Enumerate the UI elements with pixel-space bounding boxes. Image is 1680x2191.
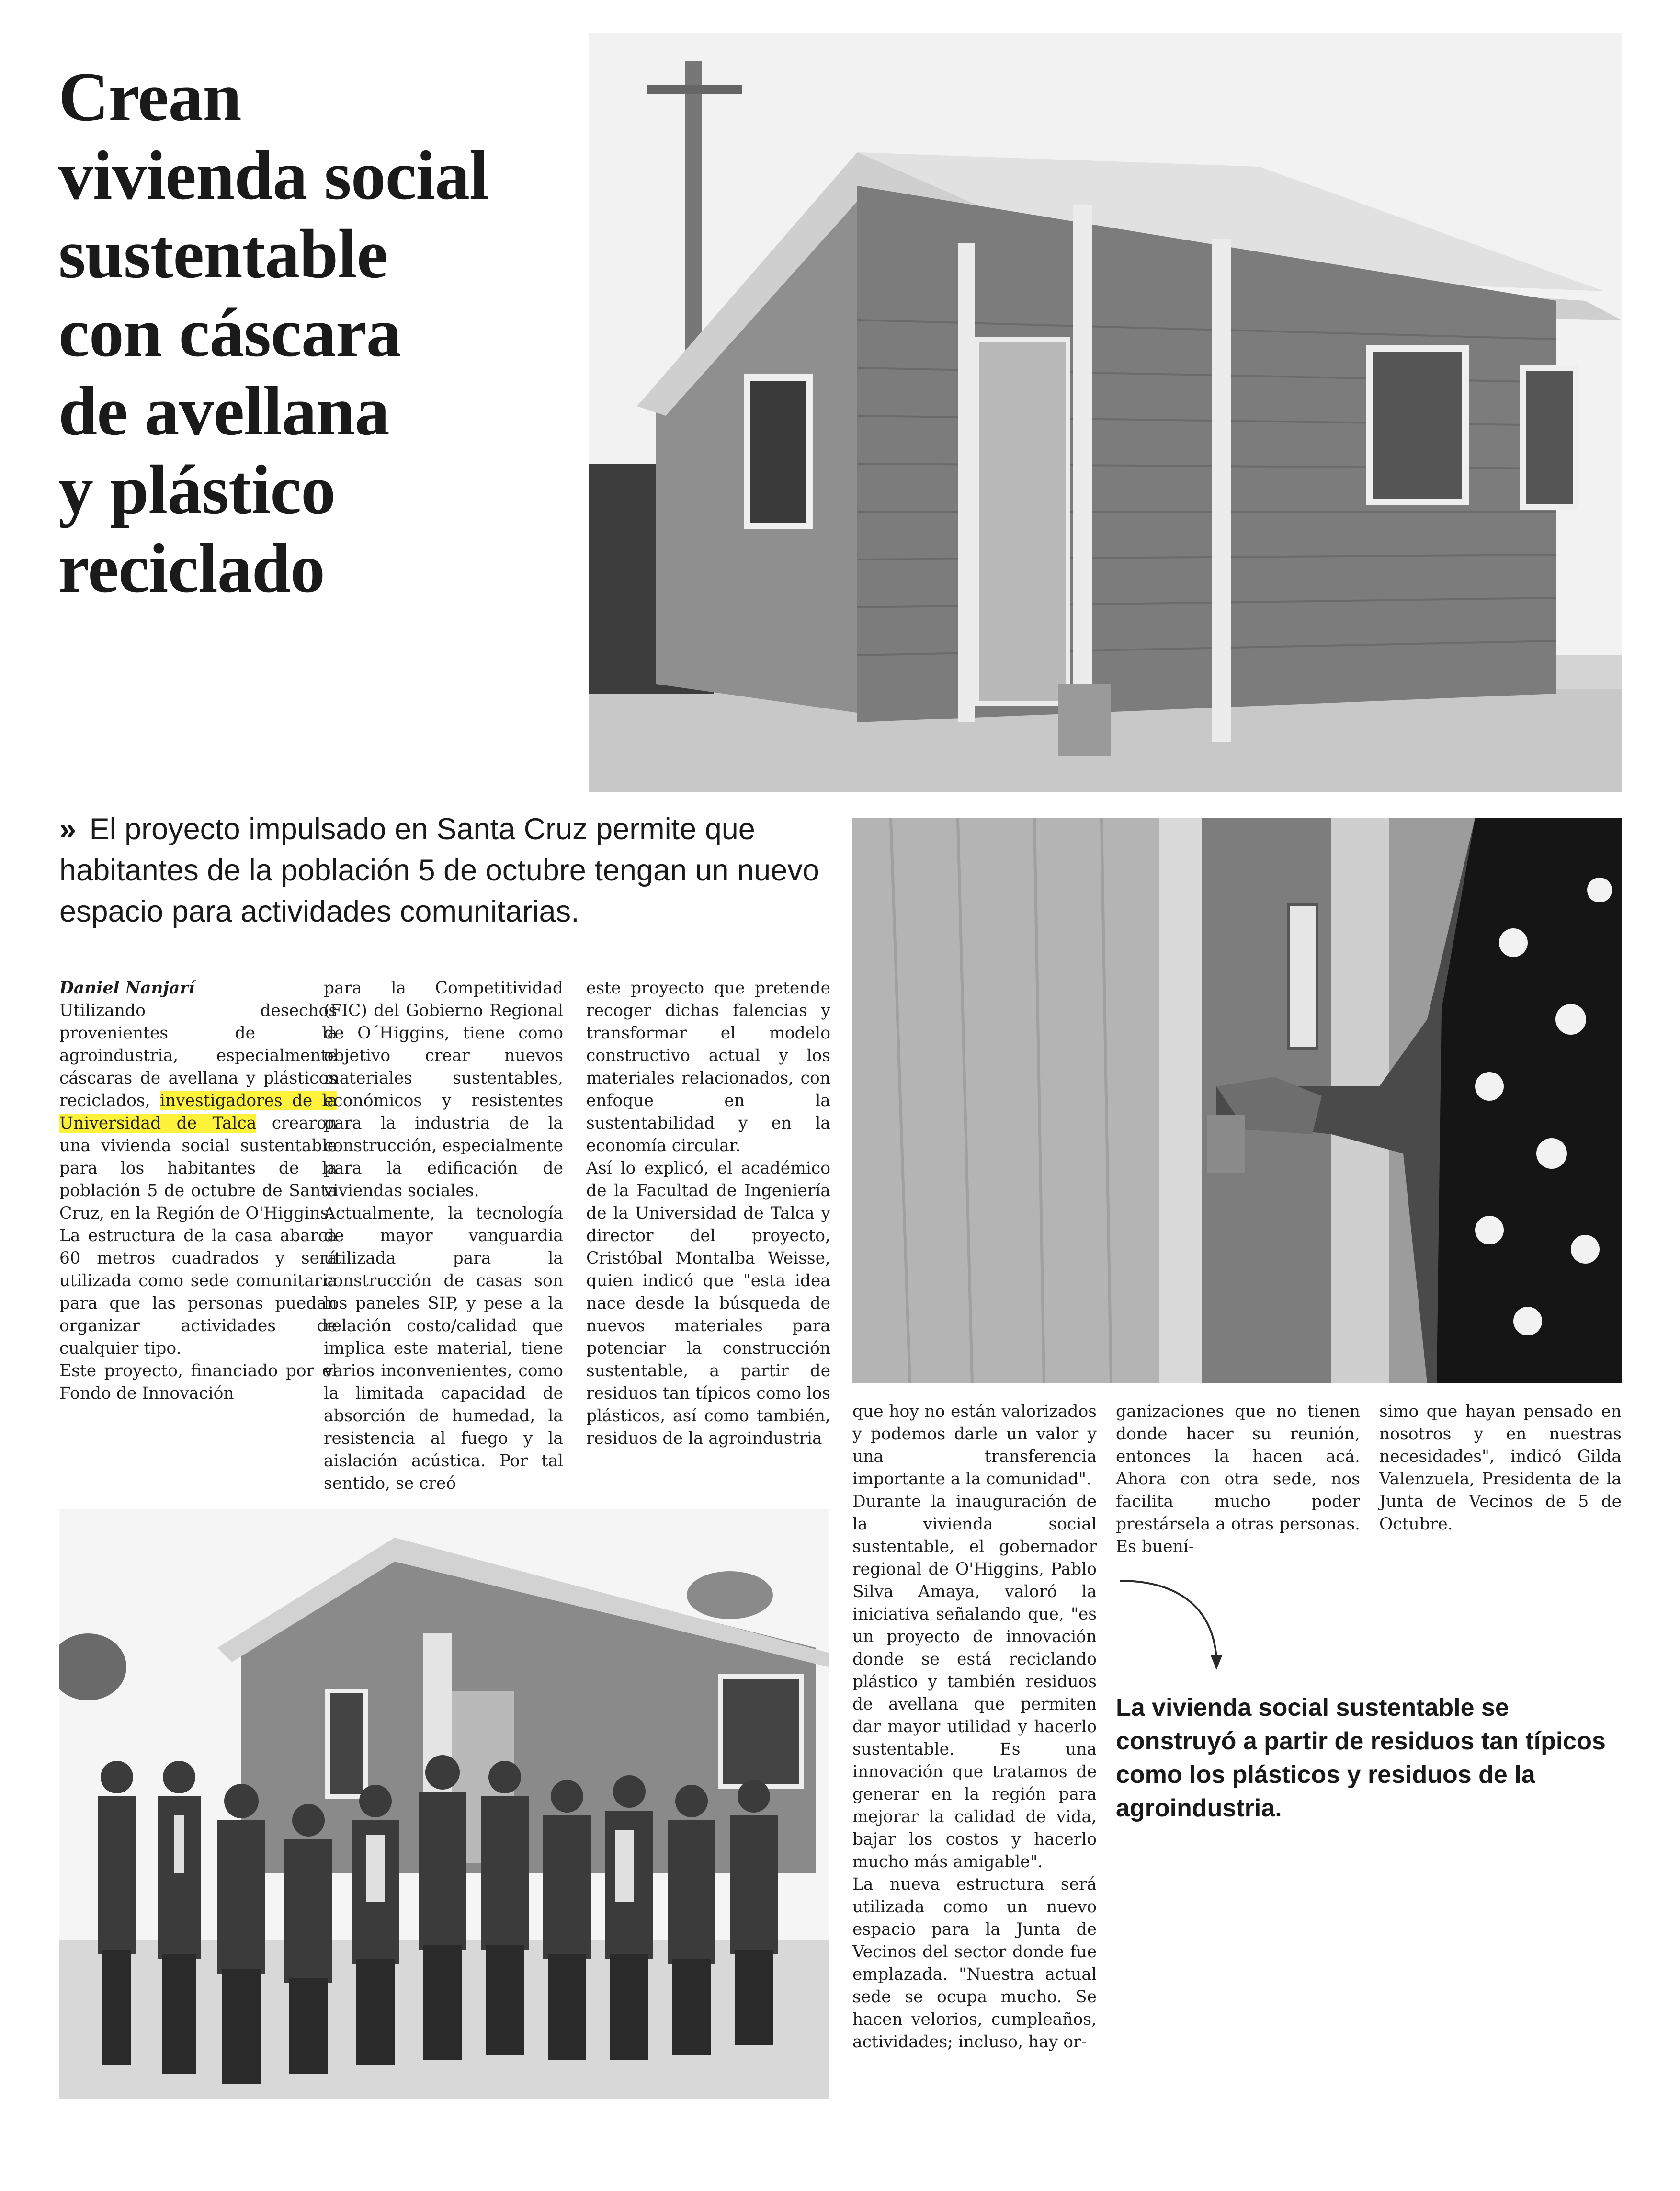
article-column-1 <box>59 977 337 1405</box>
paragraph: La estructura de la casa abarca 60 metros cuadrados y será utilizada como sede comunitaria para que las personas puedan organizar actividades de cualquier tipo. <box>59 1226 337 1358</box>
paragraph: Actualmente, la tecnología de mayor vanguardia utilizada para la construcción de casas son los paneles SIP, y pese a la relación costo/calidad que implica este material, tiene varios inconvenientes, como la limitada capacidad de absorción de humedad, la resistencia al fuego y la aislación acústica. Por tal sentido, se creó <box>324 1204 563 1493</box>
deck-text: El proyecto impulsado en Santa Cruz permite que habitantes de la población 5 de octubre tengan un nuevo espacio para actividades comunitarias. <box>59 812 819 928</box>
curved-arrow-icon <box>1116 1562 1231 1677</box>
paragraph: simo que hayan pensado en nosotros y en nuestras necesidades", indicó Gilda Valenzuela, Presidenta de la Junta de Vecinos de 5 de Octubre. <box>1379 1402 1622 1534</box>
paragraph: este proyecto que pretende recoger dichas falencias y transformar el modelo constructivo actual y los materiales relacionados, con enfoque en la sustentabilidad y en la economía circular. <box>586 979 830 1155</box>
paragraph: ganizaciones que no tienen donde hacer su reunión, entonces la hacen acá. Ahora con otra sede, nos facilita mucho poder prestársela a otras personas. Es buení- <box>1116 1402 1360 1556</box>
paragraph-text: Utilizando desechos provenientes de la agroindustria, especialmente cáscaras de avellana y plásticos reciclados, <box>59 1001 337 1110</box>
pull-quote: La vivienda social sustentable se construyó a partir de residuos tan típicos como los plásticos y residuos de la agroindustria. <box>1116 1694 1606 1822</box>
deck-marker: » <box>59 812 77 846</box>
headline <box>58 57 566 607</box>
highlighted-text: investigadores de la Universidad de Talca <box>59 1091 337 1133</box>
headline-line: sustentable <box>58 215 387 293</box>
paragraph: que hoy no están valorizados y podemos darle un valor y una transferencia importante a la comunidad". <box>852 1402 1097 1489</box>
deck-subheading <box>59 809 826 932</box>
headline-line: Crean <box>58 58 241 136</box>
paragraph-text: crearon una vivienda social sustentable para los habitantes de la población 5 de octubre de Santa Cruz, en la Región de O'Higgins. <box>59 1114 338 1223</box>
article-column-5 <box>1116 1401 1360 1558</box>
headline-line: con cáscara <box>58 294 401 371</box>
article-column-6 <box>1379 1401 1622 1536</box>
door-photo <box>852 818 1622 1383</box>
group-photo <box>59 1509 829 2099</box>
headline-line: y plástico <box>58 451 336 528</box>
paragraph: Este proyecto, financiado por el Fondo de Innovación <box>59 1361 337 1403</box>
house-photo <box>589 33 1622 792</box>
headline-line: de avellana <box>58 372 389 450</box>
article-column-3 <box>586 977 830 1450</box>
paragraph: Así lo explicó, el académico de la Facultad de Ingeniería de la Universidad de Talca y director del proyecto, Cristóbal Montalba Weisse, quien indicó que "esta idea nace desde la búsqueda de nuevos materiales para potenciar la construcción sustentable, a partir de residuos tan típicos como los plásticos, así como también, residuos de la agroindustria <box>586 1159 830 1448</box>
article-column-4 <box>852 1401 1097 2054</box>
paragraph: Durante la inauguración de la vivienda social sustentable, el gobernador regional de O'Higgins, Pablo Silva Amaya, valoró la iniciativa señalando que, "es un proyecto de innovación donde se está reciclando plástico y también residuos de avellana que permiten dar mayor utilidad y hacerlo sustentable. Es una innovación que tratamos de generar en la región para mejorar la calidad de vida, bajar los costos y hacerlo mucho más amigable". <box>852 1492 1097 1871</box>
article-column-2 <box>324 977 563 1495</box>
paragraph <box>59 1000 337 1225</box>
headline-line: vivienda social <box>58 137 488 214</box>
paragraph: La nueva estructura será utilizada como un nuevo espacio para la Junta de Vecinos del sector donde fue emplazada. "Nuestra actual sede se ocupa mucho. Se hacen velorios, cumpleaños, actividades; incluso, hay or- <box>852 1875 1097 2052</box>
headline-line: reciclado <box>58 529 325 607</box>
paragraph: para la Competitividad (FIC) del Gobierno Regional de O´Higgins, tiene como objetivo crear nuevos materiales sustentables, económicos y resistentes para la industria de la construcción, especialmente para la edificación de viviendas sociales. <box>324 979 563 1200</box>
byline: Daniel Nanjarí <box>59 979 195 998</box>
